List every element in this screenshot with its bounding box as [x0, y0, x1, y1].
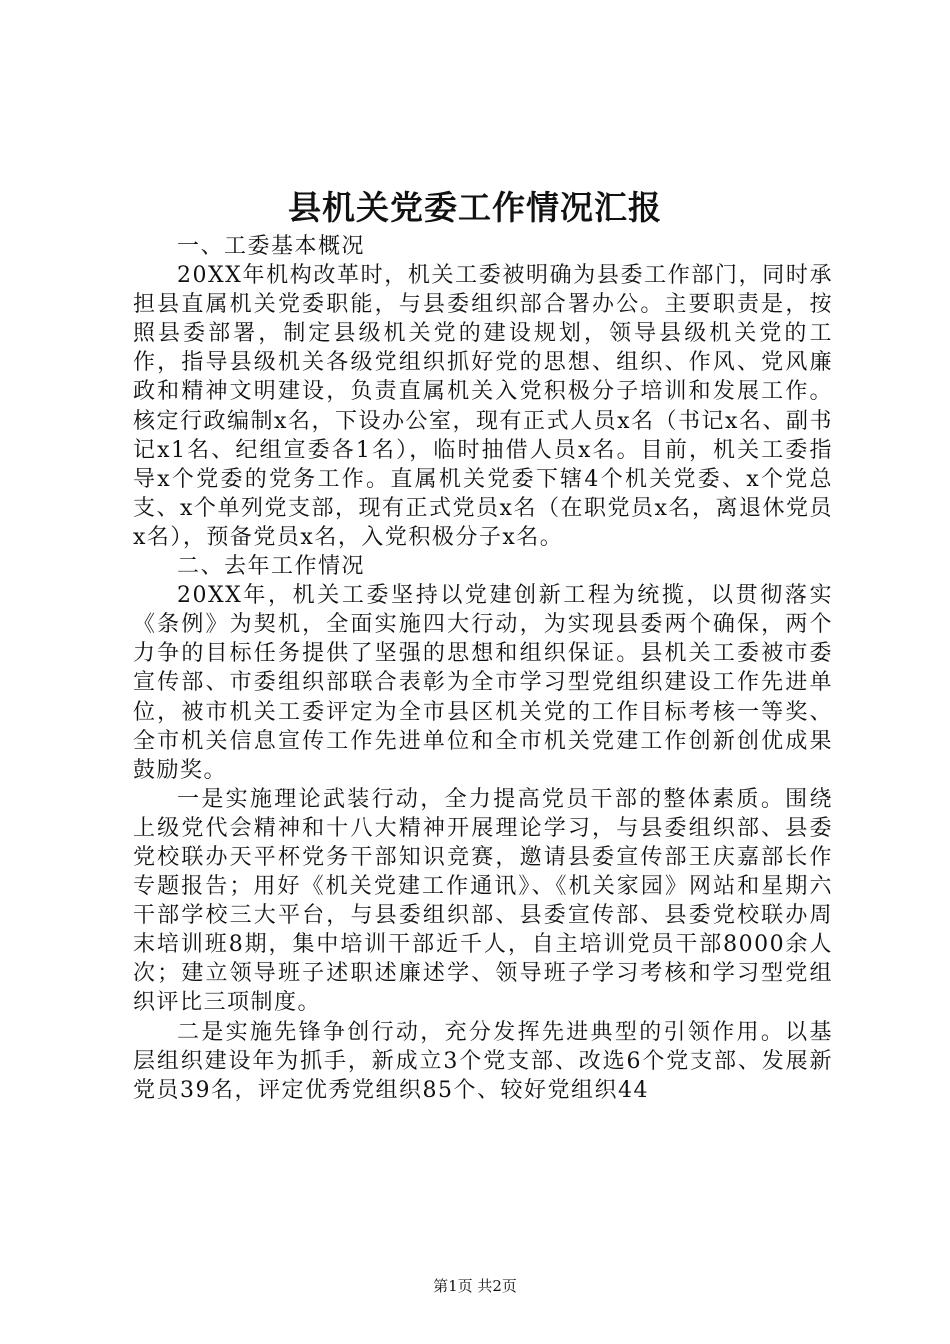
paragraph-theory-action: 一是实施理论武装行动，全力提高党员干部的整体素质。围绕上级党代会精神和十八大精神开展理论学习，与县委组织部、县委党校联办天平杯党务干部知识竞赛，邀请县委宣传部王庆嘉部长作专题报告；用好《机关党建工作通讯》、《机关家园》网站和星期六干部学校三大平台，与县委组织部、县委宣传部、县委党校联办周末培训班8期，集中培训干部近千人，自主培训党员干部8000余人次；建立领导班子述职述廉述学、领导班子学习考核和学习型党组织评比三项制度。: [133, 786, 833, 1016]
section-heading-last-year-work: 二、去年工作情况: [177, 554, 366, 580]
paragraph-pioneer-action: 二是实施先锋争创行动，充分发挥先进典型的引领作用。以基层组织建设年为抓手，新成立3个党支部、改选6个党支部、发展新党员39名，评定优秀党组织85个、较好党组织44: [133, 1019, 833, 1103]
paragraph-last-year-work: 20XX年，机关工委坚持以党建创新工程为统揽，以贯彻落实《条例》为契机，全面实施四大行动，为实现县委两个确保，两个力争的目标任务提供了坚强的思想和组织保证。县机关工委被市委宣传部、市委组织部联合表彰为全市学习型党组织建设工作先进单位，被市机关工委评定为全市县区机关党的工作目标考核一等奖、全市机关信息宣传工作先进单位和全市机关党建工作创新创优成果鼓励奖。: [133, 583, 833, 783]
section-heading-basic-overview: 一、工委基本概况: [177, 234, 366, 259]
document-body: [133, 232, 833, 1105]
paragraph-basic-overview: 20XX年机构改革时，机关工委被明确为县委工作部门，同时承担县直属机关党委职能，与县委组织部合署办公。主要职责是，按照县委部署，制定县级机关党的建设规划，领导县级机关党的工作，指导县级机关各级党组织抓好党的思想、组织、作风、党风廉政和精神文明建设，负责直属机关入党积极分子培训和发展工作。核定行政编制x名，下设办公室，现有正式人员x名（书记x名、副书记x1名、纪组宣委各1名），临时抽借人员x名。目前，机关工委指导x个党委的党务工作。直属机关党委下辖4个机关党委、x个党总支、x个单列党支部，现有正式党员x名（在职党员x名，离退休党员x名），预备党员x名，入党积极分子x名。: [133, 263, 833, 550]
document-title: 县机关党委工作情况汇报: [288, 188, 662, 227]
page-number-footer: 第1页 共2页: [433, 1277, 517, 1295]
